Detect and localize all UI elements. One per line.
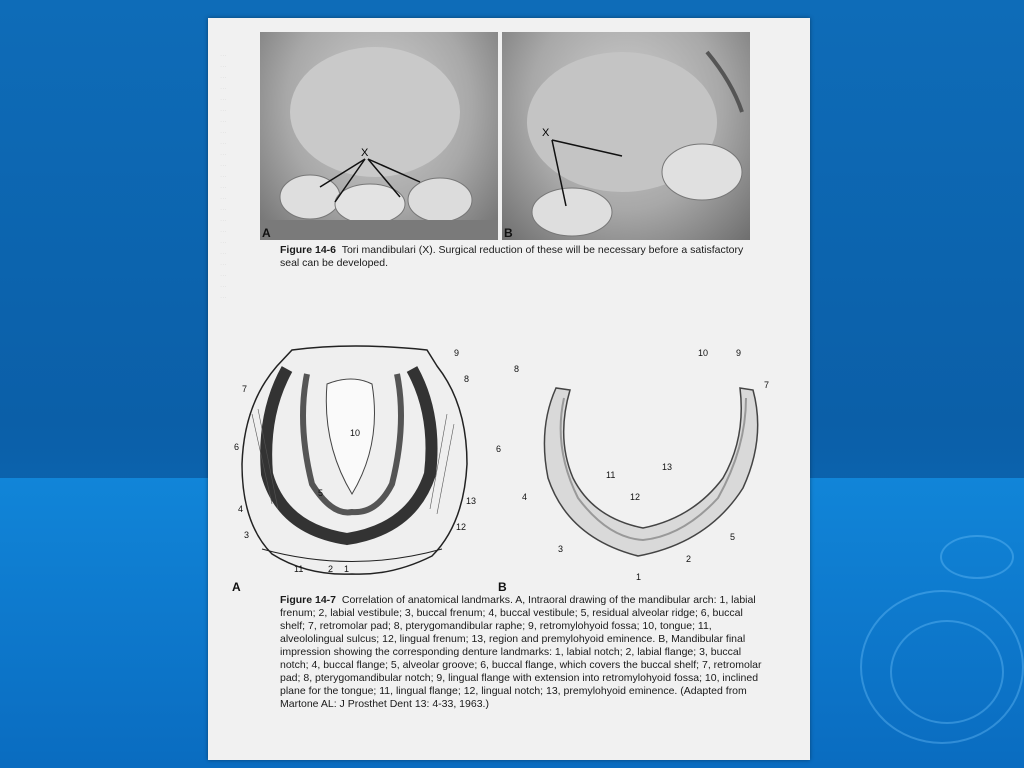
scanned-page <box>208 18 810 760</box>
callout-b-10: 10 <box>698 348 709 358</box>
callout-a-3: 3 <box>244 530 250 540</box>
callout-a-13: 13 <box>466 496 477 506</box>
callout-b-2: 2 <box>686 554 692 564</box>
callout-a-12: 12 <box>456 522 467 532</box>
callout-b-11: 11 <box>606 470 616 480</box>
fig-14-6-number: Figure 14-6 <box>280 244 337 256</box>
fig-14-7-drawing-b <box>508 368 798 578</box>
fig-14-7-label-a: A <box>232 580 241 594</box>
callout-b-9: 9 <box>736 348 742 358</box>
callout-a-6: 6 <box>234 442 240 452</box>
fig-14-7-label-b: B <box>498 580 507 594</box>
fig-14-6-text: Tori mandibulari (X). Surgical reduction of these will be necessary before a satisfactory seal can be developed. <box>280 244 744 269</box>
tori-marker-b: X <box>542 127 550 139</box>
fig-14-7-number: Figure 14-7 <box>280 594 337 606</box>
callout-a-10: 10 <box>350 428 361 438</box>
tori-marker-a: X <box>361 147 369 159</box>
callout-a-5: 5 <box>318 488 324 498</box>
fig-14-7-text: Correlation of anatomical landmarks. A, Intraoral drawing of the mandibular arch: 1, labial frenum; 2, labial vestibule; 3, buccal frenum; 4, buccal vestibule; 5, residual alveolar ridge; 6, buccal shelf; 7, retromolar pad; 8, pterygomandibular raphe; 9, retromylohyoid fossa; 10, tongue; 11, alveololingual sulcus; 12, lingual frenum; 13, region and premylohyoid eminence. B, Mandibular final impression showing the corresponding denture landmarks: 1, labial notch; 2, labial flange; 3, buccal notch; 4, buccal flange; 5, alveolar groove; 6, buccal flange, which covers the buccal shelf; 7, retromolar pad; 8, pterygomandibular notch; 9, lingual flange with extension into retromylohyoid fossa; 10, inclined plane for the tongue; 11, lingual flange; 12, lingual notch; 13, premylohyoid eminence. (Adapted from Martone AL: J Prosthet Dent 13: 4-33, 1963.) <box>280 594 762 710</box>
callout-a-4: 4 <box>238 504 244 514</box>
callout-a-8: 8 <box>464 374 470 384</box>
fig-14-7-drawing-a <box>232 344 492 584</box>
photo-b-drawing <box>502 32 750 240</box>
fig-14-6-label-a: A <box>262 226 271 240</box>
fig-14-6-caption <box>280 244 750 270</box>
callout-a-7: 7 <box>242 384 248 394</box>
callout-a-11: 11 <box>294 564 304 574</box>
fig-14-6-photo-b <box>502 32 750 240</box>
ripple-decoration <box>940 535 1014 579</box>
callout-b-4: 4 <box>522 492 528 502</box>
callout-a-9: 9 <box>454 348 460 358</box>
callout-a-1: 1 <box>344 564 350 574</box>
fig-14-6-photo-a <box>260 32 498 240</box>
fig-14-7-caption <box>280 594 766 711</box>
photo-a-drawing <box>260 32 498 240</box>
callout-b-12: 12 <box>630 492 641 502</box>
callout-b-5: 5 <box>730 532 736 542</box>
callout-a-2: 2 <box>328 564 334 574</box>
callout-b-3: 3 <box>558 544 564 554</box>
callout-b-6: 6 <box>496 444 502 454</box>
bleed-through-text: ... ... ... ... ... ... ... ... ... ... ... ... ... ... ... ... ... ... ... ... ... ... ... <box>220 49 227 300</box>
callout-b-13: 13 <box>662 462 673 472</box>
ripple-decoration <box>890 620 1004 724</box>
callout-b-8: 8 <box>514 364 520 374</box>
fig-14-6-label-b: B <box>504 226 513 240</box>
callout-b-1: 1 <box>636 572 642 582</box>
callout-b-7: 7 <box>764 380 770 390</box>
